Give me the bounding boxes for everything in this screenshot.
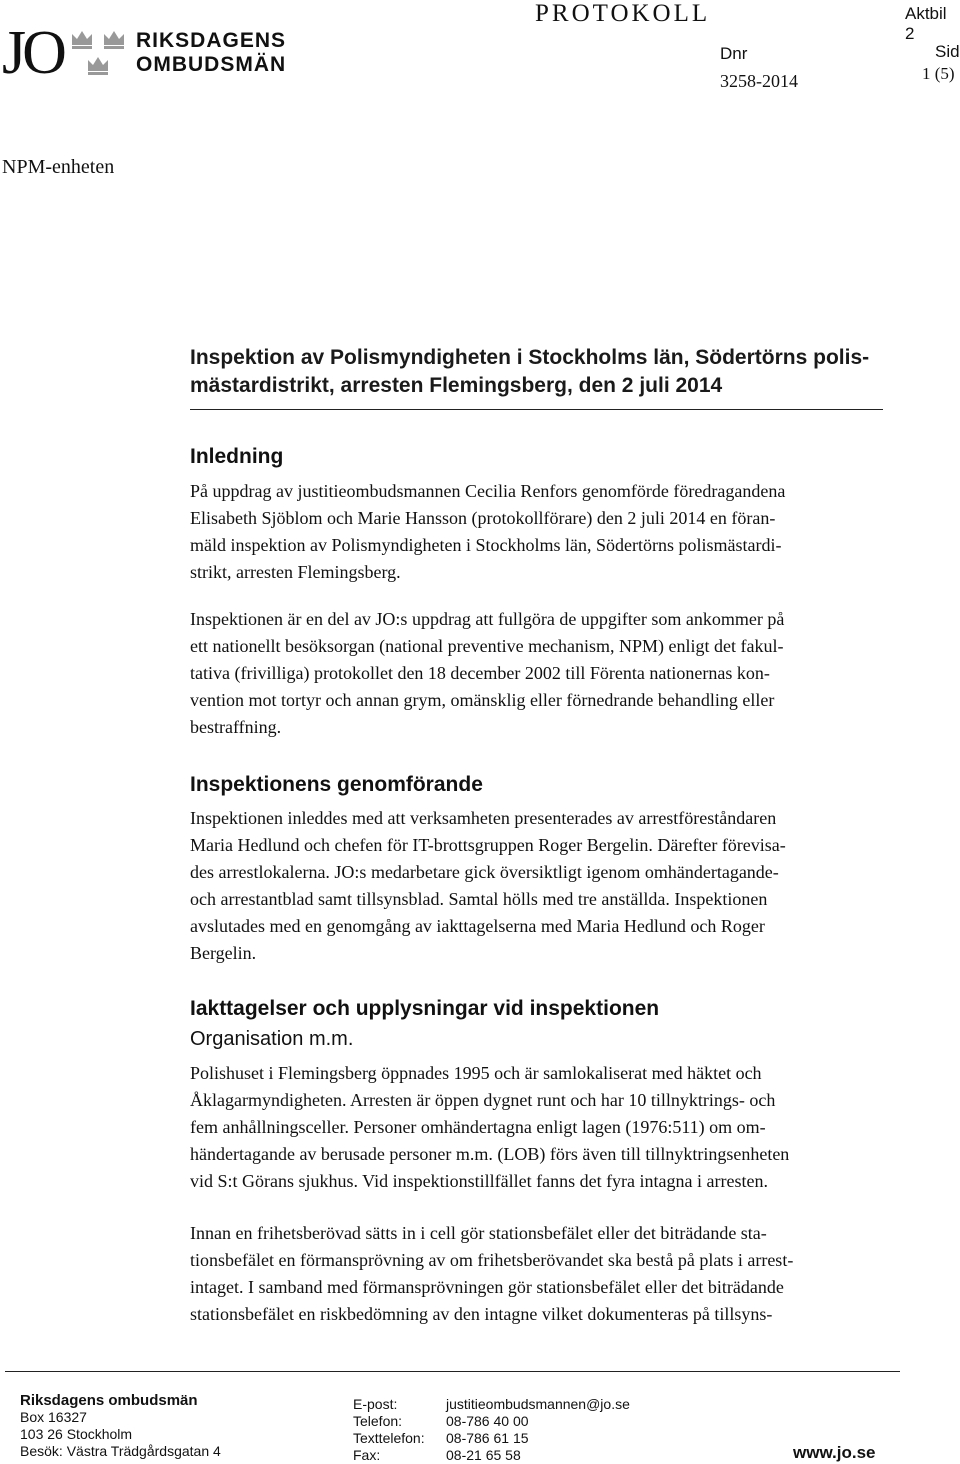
text-line: mäld inspektion av Polismyndigheten i Stockholms län, Södertörns polismästardi- (190, 535, 782, 555)
text-line: vention mot tortyr och annan grym, omänsklig eller förnedrande behandling eller (190, 690, 775, 710)
title-line: Inspektion av Polismyndigheten i Stockholms län, Södertörns polis- (190, 346, 870, 369)
text-line: avslutades med en genomgång av iakttagelserna med Maria Hedlund och Roger (190, 916, 765, 936)
text-line: des arrestlokalerna. JO:s medarbetare gick översiktligt igenom omhändertagande- (190, 862, 779, 882)
title-line: mästardistrikt, arresten Flemingsberg, den 2 juli 2014 (190, 374, 723, 397)
paragraph (190, 478, 890, 586)
text-line: Inspektionen inleddes med att verksamheten presenterades av arrestföreståndaren (190, 808, 777, 828)
text-line: stationsbefälet en riskbedömning av den intagne vilket dokumenteras på tillsyns- (190, 1304, 773, 1324)
page-value: 1 (5) (922, 64, 955, 83)
textphone-value: 08-786 61 15 (446, 1430, 529, 1446)
footer-divider (5, 1371, 900, 1372)
footer-org-name: Riksdagens ombudsmän (20, 1392, 198, 1409)
footer-contact-labels (353, 1396, 425, 1464)
text-line: Bergelin. (190, 943, 257, 963)
paragraph (190, 1220, 890, 1328)
text-line: strikt, arresten Flemingsberg. (190, 562, 401, 582)
text-line: händertagande av berusade personer m.m. (LOB) förs även till tillnyktringsenheten (190, 1144, 790, 1164)
document-title (190, 344, 890, 400)
text-line: Polishuset i Flemingsberg öppnades 1995 och är samlokaliserat med häktet och (190, 1063, 762, 1083)
title-divider (190, 409, 883, 410)
text-line: fem anhållningsceller. Personer omhändertagna enligt lagen (1976:511) om om- (190, 1117, 766, 1137)
unit-name: NPM-enheten (2, 156, 115, 178)
org-name-line1: RIKSDAGENS (136, 29, 287, 52)
text-line: På uppdrag av justitieombudsmannen Cecilia Renfors genomförde föredragandena (190, 481, 786, 501)
paragraph (190, 606, 890, 741)
footer-contact-values (446, 1396, 630, 1464)
text-line: ett nationellt besöksorgan (national preventive mechanism, NPM) enligt det fakul- (190, 636, 784, 656)
logo-letters: JO (2, 19, 63, 87)
text-line: Innan en frihetsberövad sätts in i cell gör stationsbefälet eller det biträdande sta- (190, 1223, 767, 1243)
dnr-value: 3258-2014 (720, 71, 798, 91)
phone-label: Telefon: (353, 1413, 403, 1429)
text-line: tionsbefälet en förmansprövning av om frihetsberövandet ska bestå på plats i arrest- (190, 1250, 794, 1270)
text-line: Maria Hedlund och chefen för IT-brottsgruppen Roger Bergelin. Därefter förevisa- (190, 835, 786, 855)
paragraph (190, 1060, 890, 1195)
page-label: Sid (935, 42, 960, 61)
email-label: E-post: (353, 1396, 398, 1412)
footer-address (20, 1392, 221, 1460)
text-line: och arrestantblad samt tillsynsblad. Samtal hölls med tre anställda. Inspektionen (190, 889, 768, 909)
text-line: Åklagarmyndigheten. Arresten är öppen dygnet runt och har 10 tillnyktrings- och (190, 1090, 776, 1110)
crowns-icon (68, 29, 134, 81)
subsection-heading-organisation: Organisation m.m. (190, 1028, 354, 1050)
paragraph (190, 805, 890, 967)
text-line: vid S:t Görans sjukhus. Vid inspektionstillfället fanns det fyra intagna i arresten. (190, 1171, 768, 1191)
text-line: intaget. I samband med förmansprövningen gör stationsbefälet eller det biträdande (190, 1277, 784, 1297)
text-line: bestraffning. (190, 717, 282, 737)
dnr-label: Dnr (720, 44, 748, 63)
fax-value: 08-21 65 58 (446, 1447, 521, 1463)
attachment-label: Aktbil 2 (905, 4, 947, 43)
text-line: Elisabeth Sjöblom och Marie Hansson (protokollförare) den 2 juli 2014 en föran- (190, 508, 776, 528)
section-heading-observations: Iakttagelser och upplysningar vid inspektionen (190, 997, 660, 1020)
org-name-line2: OMBUDSMÄN (136, 53, 287, 76)
footer-visit: Besök: Västra Trädgårdsgatan 4 (20, 1443, 221, 1459)
email-value: justitieombudsmannen@jo.se (446, 1396, 630, 1412)
footer-website: www.jo.se (793, 1443, 876, 1462)
document-type: PROTOKOLL (535, 0, 711, 27)
text-line: tativa (frivilliga) protokollet den 18 december 2002 till Förenta nationernas kon- (190, 663, 770, 683)
footer-box: Box 16327 (20, 1409, 87, 1425)
text-line: Inspektionen är en del av JO:s uppdrag att fullgöra de uppgifter som ankommer på (190, 609, 785, 629)
textphone-label: Texttelefon: (353, 1430, 425, 1446)
fax-label: Fax: (353, 1447, 381, 1463)
footer-postal: 103 26 Stockholm (20, 1426, 133, 1442)
section-heading-conduct: Inspektionens genomförande (190, 773, 483, 796)
phone-value: 08-786 40 00 (446, 1413, 529, 1429)
section-heading-intro: Inledning (190, 445, 284, 468)
